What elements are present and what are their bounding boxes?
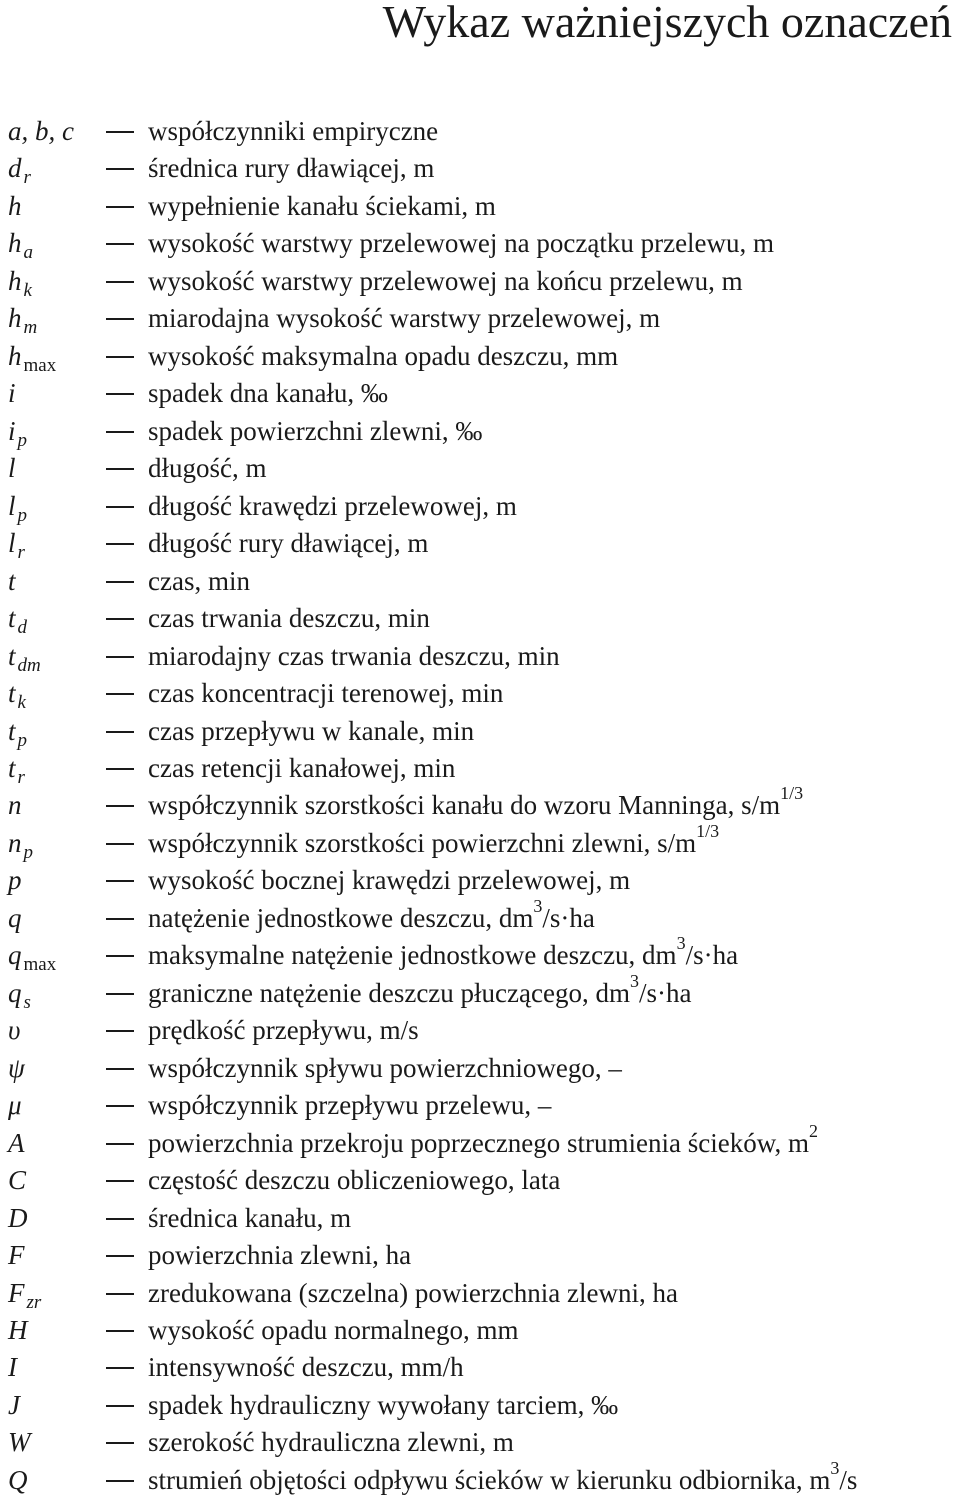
unit-suffix: /s·ha	[685, 940, 739, 971]
symbol-entry	[0, 1012, 960, 1049]
unit-exponent: 2	[809, 1120, 818, 1141]
symbol	[8, 263, 32, 303]
symbol-description	[148, 713, 474, 750]
description-text: współczynnik przepływu przelewu, –	[148, 1090, 552, 1121]
symbol-subscript: m	[23, 317, 38, 339]
symbol-entry	[0, 1275, 960, 1312]
symbol-entry	[0, 783, 960, 824]
symbol-letter: A	[8, 1127, 25, 1158]
description-text: spadek dna kanału, ‰	[148, 378, 388, 409]
description-text: wysokość bocznej krawędzi przelewowej, m	[148, 865, 631, 896]
dash-separator	[106, 880, 134, 882]
symbol-description	[148, 1312, 518, 1349]
symbol-subscript: dm	[17, 654, 41, 676]
symbol-letter: C	[8, 1165, 27, 1196]
symbol-letter: t	[8, 678, 16, 709]
dash-separator	[106, 468, 134, 470]
dash-separator	[106, 731, 134, 733]
description-text: zredukowana (szczelna) powierzchnia zlewni, ha	[148, 1277, 678, 1308]
symbol-entry	[0, 225, 960, 262]
symbol-letter: q	[8, 940, 22, 971]
symbol-description	[148, 150, 434, 187]
symbol-entry	[0, 1424, 960, 1461]
symbol-subscript: r	[17, 542, 25, 564]
dash-separator	[106, 843, 134, 845]
symbol	[8, 1275, 41, 1315]
description-text: czas trwania deszczu, min	[148, 603, 430, 634]
symbol	[8, 975, 31, 1015]
description-text: graniczne natężenie deszczu płuczącego, dm	[148, 977, 630, 1008]
symbol-description	[148, 1349, 464, 1386]
symbol-description	[148, 1424, 514, 1461]
symbol-letter: h	[8, 340, 22, 371]
symbol-description	[148, 933, 739, 974]
symbol	[8, 450, 16, 487]
description-text: wypełnienie kanału ściekami, m	[148, 190, 496, 221]
symbol-subscript: d	[17, 617, 28, 639]
symbol-letter: d	[8, 153, 22, 184]
description-text: współczynnik szorstkości powierzchni zlewni, s/m	[148, 827, 697, 858]
symbol-letter: ψ	[8, 1052, 25, 1083]
dash-separator	[106, 1218, 134, 1220]
dash-separator	[106, 543, 134, 545]
symbol	[8, 787, 22, 824]
symbol-description	[148, 820, 720, 862]
description-text: powierzchnia przekroju poprzecznego strumienia ścieków, m	[148, 1127, 809, 1158]
unit-exponent: 1/3	[780, 783, 804, 804]
symbol-entry	[0, 375, 960, 412]
symbol-letter: p	[8, 865, 22, 896]
symbol-subscript: r	[17, 766, 25, 788]
symbol-entry	[0, 413, 960, 450]
symbol-subscript: p	[23, 841, 33, 863]
symbol-subscript: p	[17, 729, 28, 751]
dash-separator	[106, 768, 134, 770]
symbol-entry	[0, 675, 960, 712]
description-text: wysokość warstwy przelewowej na końcu przelewu, m	[148, 265, 743, 296]
symbol	[8, 1087, 22, 1124]
symbol-description	[148, 563, 250, 600]
symbol	[8, 488, 27, 528]
symbol	[8, 900, 22, 937]
description-text: spadek powierzchni zlewni, ‰	[148, 415, 483, 446]
symbol-letter: h	[8, 265, 22, 296]
symbol-letter: n	[8, 827, 22, 858]
symbol	[8, 750, 25, 790]
symbol-letter: h	[8, 228, 22, 259]
description-text: maksymalne natężenie jednostkowe deszczu, dm	[148, 940, 677, 971]
symbol	[8, 825, 33, 865]
symbol-description	[148, 1387, 618, 1424]
symbol-subscript: zr	[26, 1291, 42, 1313]
symbol-entry	[0, 1087, 960, 1124]
symbol-letter: h	[8, 190, 22, 221]
symbol-description	[148, 375, 388, 412]
symbol-subscript: s	[23, 991, 31, 1013]
unit-exponent: 3	[830, 1457, 840, 1478]
symbol	[8, 600, 27, 640]
symbol	[8, 1050, 25, 1087]
symbol-description	[148, 750, 455, 787]
symbol-entry	[0, 750, 960, 787]
symbol-entry	[0, 820, 960, 863]
symbol-description	[148, 488, 517, 525]
symbol	[8, 300, 37, 340]
description-text: natężenie jednostkowe deszczu, dm	[148, 902, 534, 933]
description-text: prędkość przepływu, m/s	[148, 1015, 419, 1046]
symbol	[8, 113, 74, 150]
symbol-entry	[0, 113, 960, 150]
dash-separator	[106, 206, 134, 208]
symbol	[8, 413, 27, 453]
dash-separator	[106, 318, 134, 320]
symbol-subscript: a	[23, 242, 33, 264]
symbol	[8, 525, 25, 565]
dash-separator	[106, 805, 134, 807]
symbol-description	[148, 638, 560, 675]
symbol-entry	[0, 862, 960, 899]
symbol-letter: t	[8, 640, 16, 671]
symbol	[8, 1125, 25, 1162]
symbol-description	[148, 1087, 551, 1124]
symbol-letter: F	[8, 1240, 25, 1271]
dash-separator	[106, 955, 134, 957]
symbol-subscript: max	[23, 354, 57, 376]
symbol-entry	[0, 263, 960, 300]
symbol-letter: l	[8, 453, 16, 484]
symbol-subscript: p	[17, 429, 28, 451]
symbol	[8, 1012, 20, 1049]
description-text: współczynnik szorstkości kanału do wzoru Manninga, s/m	[148, 790, 781, 821]
symbol-description	[148, 263, 743, 300]
symbol	[8, 713, 27, 753]
description-text: spadek hydrauliczny wywołany tarciem, ‰	[148, 1389, 619, 1420]
dash-separator	[106, 1105, 134, 1107]
dash-separator	[106, 1480, 134, 1482]
dash-separator	[106, 356, 134, 358]
symbol-entry	[0, 525, 960, 562]
symbol-letter: l	[8, 528, 16, 559]
symbol	[8, 375, 16, 412]
symbol-entry	[0, 338, 960, 375]
symbol-letter: Q	[8, 1464, 28, 1495]
symbol-description	[148, 1050, 622, 1087]
description-text: szerokość hydrauliczna zlewni, m	[148, 1427, 514, 1458]
symbol-letter: I	[8, 1352, 17, 1383]
symbol-entry	[0, 1050, 960, 1087]
symbol-entry	[0, 600, 960, 637]
description-text: intensywność deszczu, mm/h	[148, 1352, 464, 1383]
symbol-description	[148, 1162, 560, 1199]
symbol	[8, 1349, 17, 1386]
symbol-entry	[0, 1200, 960, 1237]
description-text: czas koncentracji terenowej, min	[148, 678, 504, 709]
symbol	[8, 225, 33, 265]
symbol	[8, 150, 31, 190]
description-text: wysokość opadu normalnego, mm	[148, 1315, 519, 1345]
symbol-letter: t	[8, 603, 16, 634]
symbol-subscript: k	[23, 279, 32, 301]
dash-separator	[106, 1068, 134, 1070]
symbol-description	[148, 1200, 351, 1237]
symbol	[8, 675, 26, 715]
symbol-description	[148, 783, 804, 824]
dash-separator	[106, 1030, 134, 1032]
symbol-entry	[0, 563, 960, 600]
dash-separator	[106, 1330, 134, 1332]
description-text: średnica rury dławiącej, m	[148, 153, 435, 184]
symbol-letter: n	[8, 790, 22, 821]
unit-exponent: 3	[533, 895, 543, 916]
symbol-subscript: r	[23, 167, 31, 189]
symbol-description	[148, 1012, 419, 1049]
symbol-letter: H	[8, 1315, 28, 1345]
symbol-letter: J	[8, 1389, 20, 1420]
symbol-letter: a, b, c	[8, 116, 74, 146]
symbol-letter: F	[8, 1277, 25, 1308]
symbol-letter: D	[8, 1202, 28, 1233]
dash-separator	[106, 168, 134, 170]
symbol-description	[148, 188, 496, 225]
symbol-entry	[0, 638, 960, 675]
description-text: współczynniki empiryczne	[148, 116, 439, 146]
dash-separator	[106, 1180, 134, 1182]
dash-separator	[106, 393, 134, 395]
symbol-description	[148, 1120, 818, 1162]
unit-exponent: 1/3	[696, 820, 720, 841]
description-text: powierzchnia zlewni, ha	[148, 1240, 412, 1271]
symbol-letter: t	[8, 565, 16, 596]
symbol-entry	[0, 1237, 960, 1274]
symbol-entry	[0, 713, 960, 750]
symbol-entry	[0, 895, 960, 937]
symbol	[8, 1387, 20, 1424]
symbol-subscript: p	[17, 504, 28, 526]
symbol-description	[148, 1275, 678, 1312]
symbol-subscript: max	[23, 954, 57, 976]
description-text: czas przepływu w kanale, min	[148, 715, 475, 746]
symbol	[8, 1237, 25, 1274]
symbol-letter: t	[8, 752, 16, 783]
symbol-description	[148, 450, 267, 487]
symbol-description	[148, 300, 660, 337]
symbol-description	[148, 225, 774, 262]
symbol	[8, 563, 16, 600]
description-text: długość krawędzi przelewowej, m	[148, 490, 517, 521]
symbol	[8, 1162, 26, 1199]
symbol-letter: i	[8, 415, 16, 446]
symbol-description	[148, 113, 438, 150]
symbol-description	[148, 862, 630, 899]
unit-exponent: 3	[676, 933, 686, 954]
symbol	[8, 1424, 31, 1461]
description-text: wysokość maksymalna opadu deszczu, mm	[148, 340, 619, 371]
dash-separator	[106, 656, 134, 658]
symbol-description	[148, 413, 482, 450]
symbol-entry	[0, 933, 960, 976]
dash-separator	[106, 1255, 134, 1257]
symbol	[8, 1312, 28, 1349]
dash-separator	[106, 1442, 134, 1444]
dash-separator	[106, 131, 134, 133]
symbol-description	[148, 675, 503, 712]
symbol	[8, 638, 41, 678]
description-text: współczynnik spływu powierzchniowego, –	[148, 1052, 622, 1083]
dash-separator	[106, 1293, 134, 1295]
symbol-entry	[0, 970, 960, 1013]
symbol-entry	[0, 1120, 960, 1162]
description-text: średnica kanału, m	[148, 1202, 352, 1233]
description-text: miarodajny czas trwania deszczu, min	[148, 640, 560, 671]
symbol-description	[148, 338, 618, 375]
description-text: długość, m	[148, 453, 267, 484]
symbol-entry	[0, 150, 960, 187]
symbol-letter: μ	[8, 1090, 22, 1121]
description-text: strumień objętości odpływu ścieków w kierunku odbiornika, m	[148, 1464, 831, 1495]
symbol	[8, 338, 56, 378]
symbol-entry	[0, 1312, 960, 1349]
symbol-description	[148, 895, 595, 937]
dash-separator	[106, 1405, 134, 1407]
dash-separator	[106, 1367, 134, 1369]
symbol-entry	[0, 188, 960, 225]
dash-separator	[106, 918, 134, 920]
symbol	[8, 1200, 28, 1237]
symbol-description	[148, 1237, 411, 1274]
dash-separator	[106, 1143, 134, 1145]
symbol	[8, 188, 22, 225]
description-text: częstość deszczu obliczeniowego, lata	[148, 1165, 561, 1196]
symbol-description	[148, 600, 430, 637]
dash-separator	[106, 243, 134, 245]
unit-suffix: /s	[839, 1464, 858, 1495]
symbol-letter: l	[8, 490, 16, 521]
dash-separator	[106, 618, 134, 620]
symbol	[8, 937, 56, 977]
description-text: czas, min	[148, 565, 250, 596]
symbol-letter: t	[8, 715, 16, 746]
symbol-letter: W	[8, 1427, 31, 1458]
dash-separator	[106, 281, 134, 283]
symbol	[8, 1462, 28, 1499]
symbol-letter: i	[8, 378, 16, 409]
symbol-description	[148, 525, 428, 562]
symbol-letter: q	[8, 977, 22, 1008]
unit-suffix: /s·ha	[638, 977, 692, 1008]
page-title: Wykaz ważniejszych oznaczeń	[382, 0, 952, 47]
dash-separator	[106, 581, 134, 583]
symbol-entry	[0, 1457, 960, 1499]
symbol-letter: h	[8, 303, 22, 334]
symbol-subscript: k	[17, 692, 26, 714]
symbol-letter: υ	[8, 1015, 21, 1046]
symbol-letter: q	[8, 902, 22, 933]
symbol-list	[0, 113, 960, 1499]
dash-separator	[106, 693, 134, 695]
symbol	[8, 862, 22, 899]
symbol-entry	[0, 300, 960, 337]
symbol-entry	[0, 488, 960, 525]
dash-separator	[106, 431, 134, 433]
description-text: miarodajna wysokość warstwy przelewowej, m	[148, 303, 661, 334]
symbol-entry	[0, 1349, 960, 1386]
description-text: czas retencji kanałowej, min	[148, 752, 456, 783]
description-text: długość rury dławiącej, m	[148, 528, 429, 559]
description-text: wysokość warstwy przelewowej na początku przelewu, m	[148, 228, 775, 259]
symbol-description	[148, 1457, 858, 1499]
unit-suffix: /s·ha	[542, 902, 595, 933]
unit-exponent: 3	[629, 970, 639, 991]
symbol-entry	[0, 1387, 960, 1424]
symbol-entry	[0, 450, 960, 487]
dash-separator	[106, 993, 134, 995]
symbol-description	[148, 970, 692, 1012]
dash-separator	[106, 506, 134, 508]
symbol-entry	[0, 1162, 960, 1199]
